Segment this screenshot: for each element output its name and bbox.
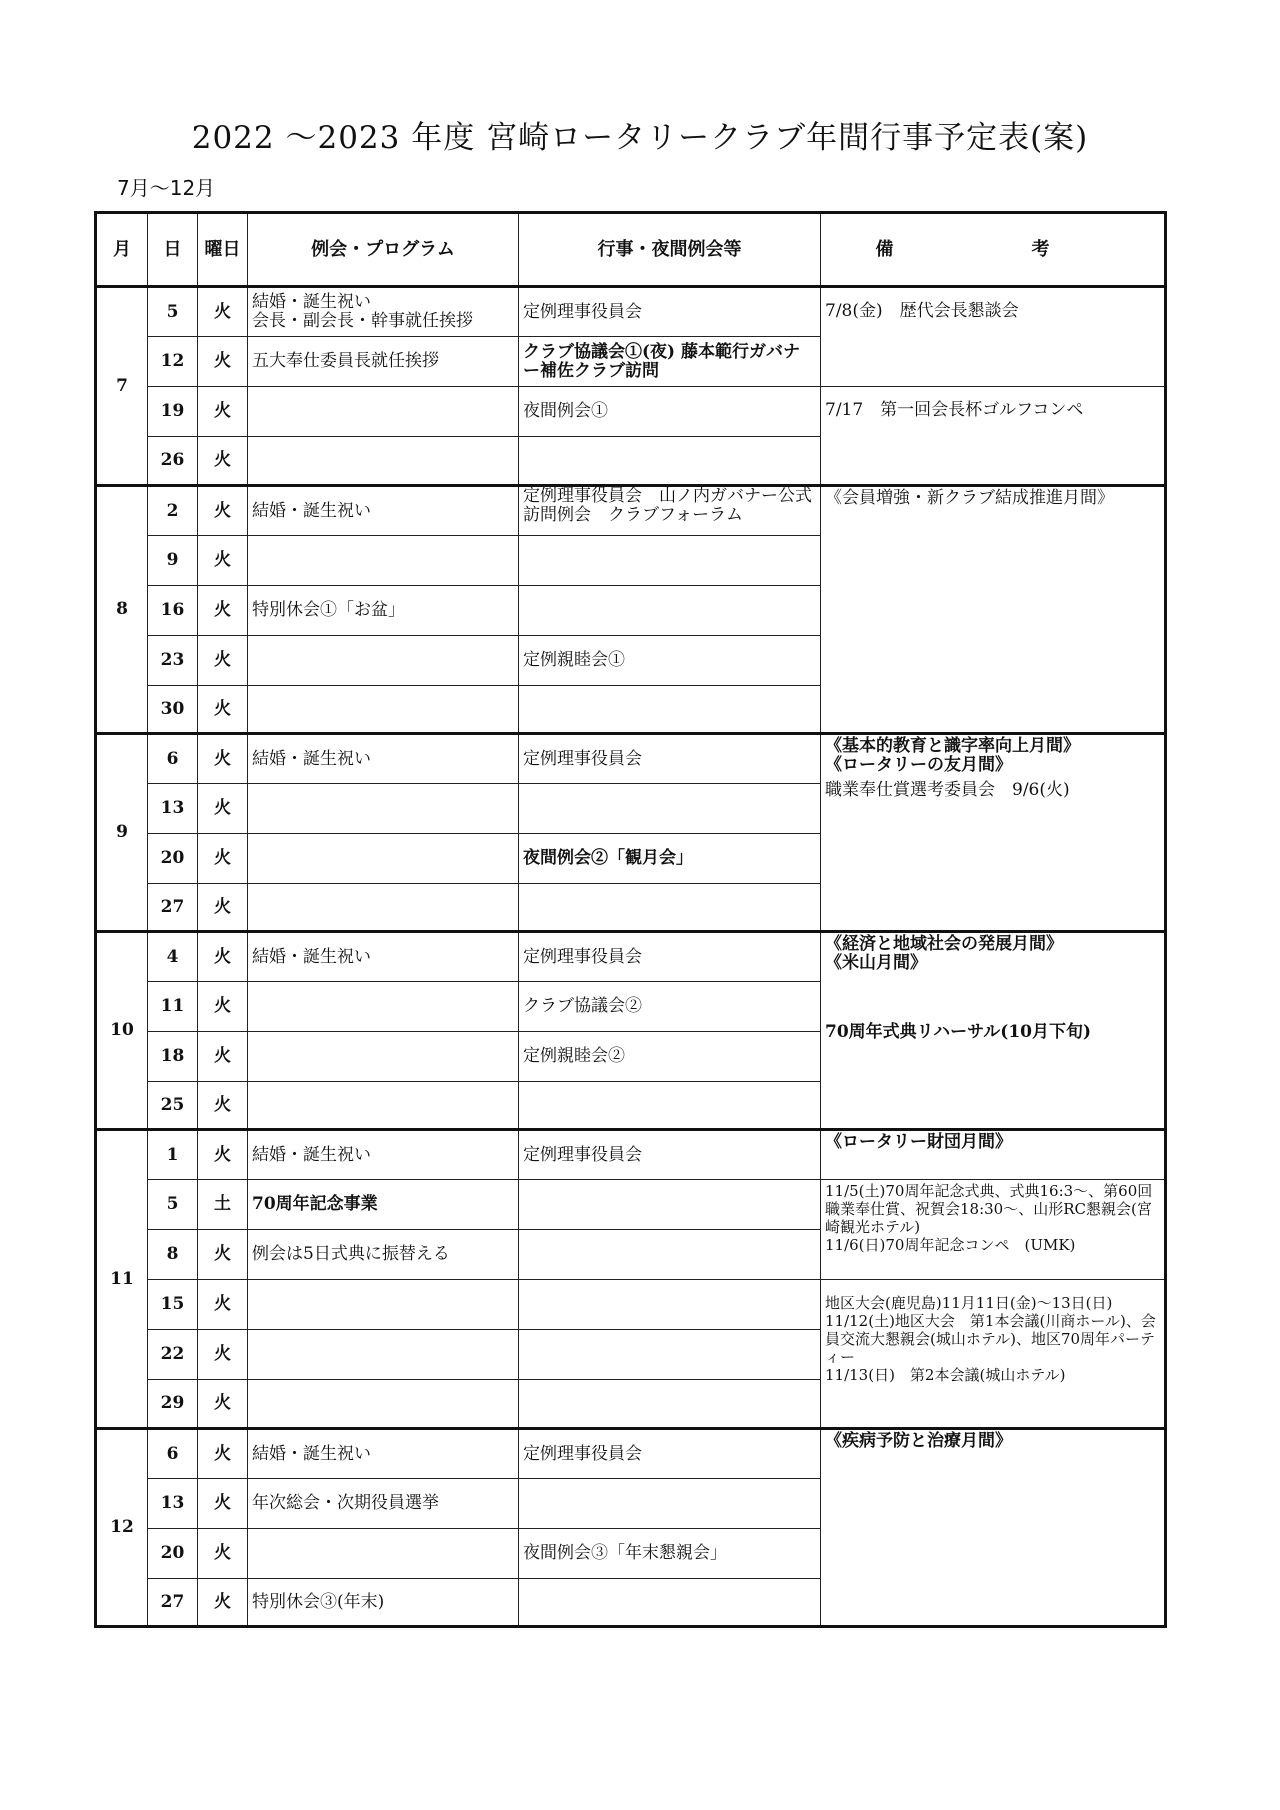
day-cell: 6 <box>148 1429 198 1479</box>
day-cell: 20 <box>148 1529 198 1579</box>
month-cell: 10 <box>96 932 148 1130</box>
month-cell: 11 <box>96 1130 148 1429</box>
day-cell: 2 <box>148 486 198 536</box>
weekday-cell: 火 <box>198 734 248 784</box>
weekday-cell: 火 <box>198 1579 248 1627</box>
month-cell: 12 <box>96 1429 148 1627</box>
header-program: 例会・プログラム <box>248 213 519 287</box>
program-cell: 結婚・誕生祝い <box>248 1130 519 1180</box>
month-block-november <box>96 1130 1166 1429</box>
weekday-cell: 火 <box>198 686 248 734</box>
day-cell: 6 <box>148 734 198 784</box>
schedule-table <box>94 211 1167 1628</box>
table-row <box>96 734 1166 784</box>
program-text: 結婚・誕生祝い 会長・副会長・幹事就任挨拶 <box>252 292 473 331</box>
event-cell <box>519 586 821 636</box>
program-cell <box>248 536 519 586</box>
program-cell: 特別休会③(年末) <box>248 1579 519 1627</box>
program-cell <box>248 1380 519 1429</box>
table-row <box>96 287 1166 337</box>
weekday-cell: 火 <box>198 1429 248 1479</box>
program-cell <box>248 884 519 932</box>
program-cell <box>248 982 519 1032</box>
day-cell: 23 <box>148 636 198 686</box>
weekday-cell: 火 <box>198 834 248 884</box>
weekday-cell: 火 <box>198 337 248 387</box>
weekday-cell: 火 <box>198 486 248 536</box>
event-cell: 定例理事役員会 <box>519 932 821 982</box>
program-cell <box>248 834 519 884</box>
program-cell <box>248 686 519 734</box>
day-cell: 20 <box>148 834 198 884</box>
weekday-cell: 火 <box>198 1330 248 1380</box>
header-dow: 曜日 <box>198 213 248 287</box>
weekday-cell: 火 <box>198 1082 248 1130</box>
day-cell: 29 <box>148 1380 198 1429</box>
program-cell: 例会は5日式典に振替える <box>248 1230 519 1280</box>
event-cell: 夜間例会① <box>519 387 821 437</box>
day-cell: 11 <box>148 982 198 1032</box>
weekday-cell: 火 <box>198 387 248 437</box>
day-cell: 13 <box>148 784 198 834</box>
month-block-october <box>96 932 1166 1130</box>
weekday-cell: 火 <box>198 1380 248 1429</box>
month-cell: 9 <box>96 734 148 932</box>
day-cell: 18 <box>148 1032 198 1082</box>
event-cell: クラブ協議会①(夜) 藤本範行ガバナー補佐クラブ訪問 <box>519 337 821 387</box>
month-block-july <box>96 287 1166 486</box>
remarks-cell <box>821 1280 1166 1429</box>
weekday-cell: 火 <box>198 287 248 337</box>
header-event: 行事・夜間例会等 <box>519 213 821 287</box>
event-cell: 定例理事役員会 山ノ内ガバナー公式訪問例会 クラブフォーラム <box>519 486 821 536</box>
event-cell: 定例理事役員会 <box>519 287 821 337</box>
table-row <box>96 387 1166 437</box>
table-row <box>96 1429 1166 1479</box>
month-cell: 8 <box>96 486 148 734</box>
header-day: 日 <box>148 213 198 287</box>
day-cell: 5 <box>148 287 198 337</box>
remark-text: 《経済と地域社会の発展月間》 《米山月間》 <box>825 934 1063 973</box>
table-row <box>96 932 1166 982</box>
program-cell <box>248 1082 519 1130</box>
event-cell <box>519 1579 821 1627</box>
event-cell <box>519 1082 821 1130</box>
remark-text: 地区大会(鹿児島)11月11日(金)～13日(日) 11/12(土)地区大会 第1本会議(川商ホール)、会員交流大懇親会(城山ホテル)、地区70周年パーティー 11/13(日) 第2本会議(城山ホテル) <box>825 1294 1156 1384</box>
remark-text: 7/17 第一回会長杯ゴルフコンペ <box>825 400 1084 420</box>
month-block-september <box>96 734 1166 932</box>
weekday-cell: 火 <box>198 586 248 636</box>
month-block-august <box>96 486 1166 734</box>
program-cell: 結婚・誕生祝い <box>248 932 519 982</box>
document-title: 2022 ～2023 年度 宮崎ロータリークラブ年間行事予定表(案) <box>191 120 1089 156</box>
program-cell <box>248 1529 519 1579</box>
program-cell: 70周年記念事業 <box>248 1180 519 1230</box>
weekday-cell: 火 <box>198 982 248 1032</box>
program-cell: 結婚・誕生祝い <box>248 1429 519 1479</box>
event-cell <box>519 1330 821 1380</box>
day-cell: 12 <box>148 337 198 387</box>
weekday-cell: 火 <box>198 1130 248 1180</box>
remarks-cell <box>821 1429 1166 1627</box>
weekday-cell: 火 <box>198 1529 248 1579</box>
table-row <box>96 1280 1166 1330</box>
remark-text: 職業奉仕賞選考委員会 9/6(火) <box>825 780 1070 800</box>
program-cell: 特別休会①「お盆」 <box>248 586 519 636</box>
remark-text: 《会員増強・新クラブ結成推進月間》 <box>825 488 1114 508</box>
event-cell: 定例親睦会② <box>519 1032 821 1082</box>
day-cell: 25 <box>148 1082 198 1130</box>
remarks-cell <box>821 1130 1166 1180</box>
remarks-cell <box>821 387 1166 486</box>
weekday-cell: 火 <box>198 1230 248 1280</box>
remark-text: 《ロータリー財団月間》 <box>825 1132 1012 1152</box>
header-remarks: 備 考 <box>821 213 1166 287</box>
event-cell <box>519 437 821 486</box>
day-cell: 8 <box>148 1230 198 1280</box>
day-cell: 30 <box>148 686 198 734</box>
event-cell: 定例理事役員会 <box>519 1130 821 1180</box>
program-cell <box>248 784 519 834</box>
weekday-cell: 土 <box>198 1180 248 1230</box>
day-cell: 9 <box>148 536 198 586</box>
table-row <box>96 1180 1166 1230</box>
table-row <box>96 1130 1166 1180</box>
event-cell: 定例理事役員会 <box>519 734 821 784</box>
header-row <box>96 213 1166 287</box>
day-cell: 27 <box>148 1579 198 1627</box>
event-cell <box>519 1230 821 1280</box>
event-cell <box>519 884 821 932</box>
weekday-cell: 火 <box>198 1032 248 1082</box>
day-cell: 1 <box>148 1130 198 1180</box>
event-cell <box>519 536 821 586</box>
day-cell: 16 <box>148 586 198 636</box>
program-cell <box>248 287 519 337</box>
remark-text: 《基本的教育と識字率向上月間》 《ロータリーの友月間》 <box>825 736 1080 775</box>
weekday-cell: 火 <box>198 437 248 486</box>
month-block-december <box>96 1429 1166 1627</box>
day-cell: 26 <box>148 437 198 486</box>
event-cell <box>519 1280 821 1330</box>
header-month: 月 <box>96 213 148 287</box>
program-cell <box>248 636 519 686</box>
event-cell: 夜間例会③「年末懇親会」 <box>519 1529 821 1579</box>
weekday-cell: 火 <box>198 636 248 686</box>
event-cell <box>519 1180 821 1230</box>
program-cell <box>248 437 519 486</box>
event-cell: クラブ協議会② <box>519 982 821 1032</box>
remark-text: 11/5(土)70周年記念式典、式典16:3～、第60回職業奉仕賞、祝賀会18:30～、山形RC懇親会(宮崎観光ホテル) 11/6(日)70周年記念コンペ (UMK) <box>825 1182 1153 1254</box>
month-cell: 7 <box>96 287 148 486</box>
day-cell: 22 <box>148 1330 198 1380</box>
day-cell: 5 <box>148 1180 198 1230</box>
remark-text: 《疾病予防と治療月間》 <box>825 1431 1012 1451</box>
day-cell: 15 <box>148 1280 198 1330</box>
program-cell <box>248 1330 519 1380</box>
event-cell <box>519 1380 821 1429</box>
remarks-cell <box>821 486 1166 734</box>
program-cell: 結婚・誕生祝い <box>248 734 519 784</box>
remarks-cell <box>821 932 1166 1130</box>
remarks-cell <box>821 1180 1166 1280</box>
remark-text: 7/8(金) 歴代会長懇談会 <box>825 301 1019 321</box>
remarks-cell <box>821 287 1166 387</box>
day-cell: 4 <box>148 932 198 982</box>
program-cell <box>248 1032 519 1082</box>
weekday-cell: 火 <box>198 884 248 932</box>
program-cell <box>248 1280 519 1330</box>
remark-text: 70周年式典リハーサル(10月下旬) <box>825 1022 1092 1042</box>
table-row <box>96 486 1166 536</box>
weekday-cell: 火 <box>198 932 248 982</box>
program-cell <box>248 387 519 437</box>
event-cell: 定例理事役員会 <box>519 1429 821 1479</box>
program-cell: 五大奉仕委員長就任挨拶 <box>248 337 519 387</box>
day-cell: 13 <box>148 1479 198 1529</box>
period-label: 7月～12月 <box>117 176 216 200</box>
day-cell: 19 <box>148 387 198 437</box>
program-cell: 年次総会・次期役員選挙 <box>248 1479 519 1529</box>
event-cell <box>519 686 821 734</box>
program-cell: 結婚・誕生祝い <box>248 486 519 536</box>
event-cell: 夜間例会②「観月会」 <box>519 834 821 884</box>
remarks-cell <box>821 734 1166 932</box>
event-cell <box>519 784 821 834</box>
weekday-cell: 火 <box>198 1280 248 1330</box>
weekday-cell: 火 <box>198 1479 248 1529</box>
weekday-cell: 火 <box>198 784 248 834</box>
weekday-cell: 火 <box>198 536 248 586</box>
day-cell: 27 <box>148 884 198 932</box>
event-cell <box>519 1479 821 1529</box>
event-cell: 定例親睦会① <box>519 636 821 686</box>
